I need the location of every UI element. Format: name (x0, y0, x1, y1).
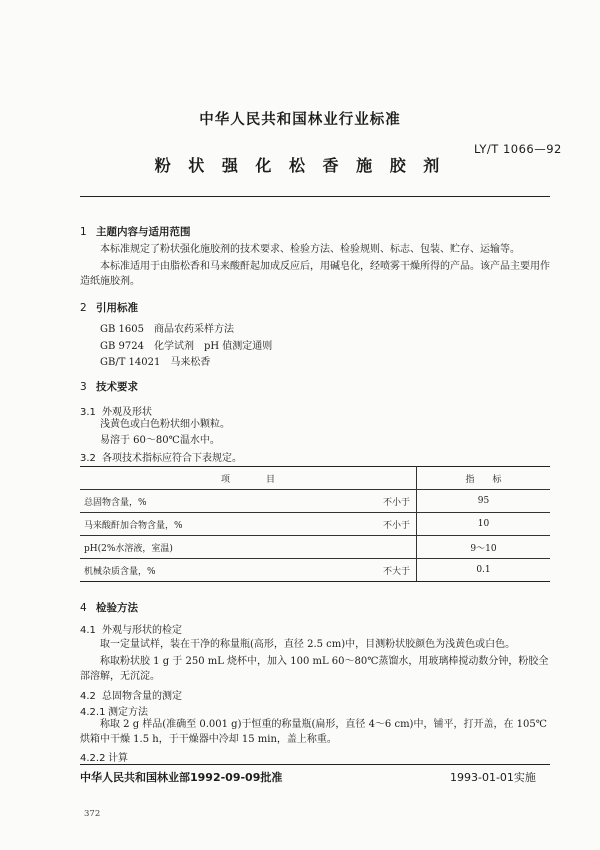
section-title: 技术要求 (96, 381, 138, 393)
section-1-paragraph-2: 本标准适用于由脂松香和马来酸酐起加成反应后，用碱皂化，经喷雾干燥所得的产品。该产品主要用作造纸施胶剂。 (80, 261, 550, 287)
table-cell-condition: 不小于 (274, 490, 417, 513)
subsection-number: 4.2.2 (80, 753, 106, 764)
section-2-heading (80, 300, 138, 315)
reference-item: GB/T 14021 马来松香 (100, 357, 211, 368)
section-4-1-paragraph-1: 取一定量试样，装在干净的称量瓶(高形，直径 2.5 cm)中，目测粉状胶颜色为浅黄色或白色。 (100, 639, 516, 650)
subsection-title: 外观及形状 (102, 407, 152, 418)
subsection-number: 4.2 (80, 691, 96, 702)
table-cell-value: 10 (417, 513, 551, 536)
section-1-heading (80, 224, 191, 239)
table-row (80, 490, 550, 513)
subsection-number: 4.1 (80, 625, 96, 636)
section-4-1-paragraph-2: 称取粉状胶 1 g 于 250 mL 烧杯中，加入 100 mL 60～80℃蒸馏水，用玻璃棒搅动数分钟，粉胶全部溶解，无沉淀。 (80, 656, 549, 682)
table-row (80, 536, 550, 559)
subsection-number: 4.2.1 (80, 707, 106, 718)
document-title: 粉 状 强 化 松 香 施 胶 剂 (154, 156, 446, 175)
effective-date-line: 1993-01-01实施 (450, 771, 536, 784)
table-cell-item: 总固物含量，% (80, 490, 274, 513)
table-header-row (80, 467, 550, 490)
approval-line: 中华人民共和国林业部1992-09-09批准 (80, 771, 283, 784)
table-cell-condition: 不大于 (274, 559, 417, 582)
table-row (80, 513, 550, 536)
column-header-item: 项 目 (80, 467, 417, 490)
standard-code: LY/T 1066—92 (474, 142, 562, 156)
table-row (80, 559, 550, 582)
subsection-title: 各项技术指标应符合下表规定。 (102, 453, 242, 464)
column-header-value: 指 标 (417, 467, 551, 490)
reference-item: GB 9724 化学试剂 pH 值测定通则 (100, 341, 273, 352)
table-cell-item: 机械杂质含量，% (80, 559, 274, 582)
header-rule (80, 196, 550, 197)
section-number: 1 (80, 226, 87, 238)
appearance-line-2: 易溶于 60～80℃温水中。 (100, 435, 220, 446)
table-cell-value: 95 (417, 490, 551, 513)
section-number: 2 (80, 302, 87, 314)
section-title: 主题内容与适用范围 (96, 226, 191, 238)
table-cell-condition: 不小于 (274, 513, 417, 536)
section-3-heading (80, 379, 138, 394)
subsection-number: 3.2 (80, 453, 96, 464)
section-4-2-1-paragraph: 称取 2 g 样品(准确至 0.001 g)于恒重的称量瓶(扁形，直径 4～6 cm)中，铺平，打开盖，在 105℃烘箱中干燥 1.5 h，于干燥器中冷却 15 min，盖上称重。 (80, 719, 547, 745)
issuing-organization: 中华人民共和国林业行业标准 (199, 112, 401, 128)
subsection-3-2-heading (80, 449, 242, 464)
footer-rule (80, 764, 550, 765)
subsection-4-1-heading (80, 621, 182, 636)
subsection-number: 3.1 (80, 407, 96, 418)
subsection-3-1-heading (80, 403, 152, 418)
section-title: 检验方法 (96, 602, 138, 614)
table-cell-value: 9～10 (417, 536, 551, 559)
spec-table (80, 466, 550, 582)
section-title: 引用标准 (96, 302, 138, 314)
subsection-title: 测定方法 (108, 707, 148, 718)
page-number: 372 (84, 809, 101, 819)
reference-item: GB 1605 商品农药采样方法 (100, 324, 234, 335)
subsection-title: 总固物含量的测定 (102, 691, 182, 702)
subsection-4-2-1-heading (80, 703, 148, 718)
subsection-4-2-heading (80, 687, 182, 702)
table-cell-condition (274, 536, 417, 559)
table-cell-item: pH(2%水溶液，室温) (80, 536, 274, 559)
table-cell-item: 马来酸酐加合物含量，% (80, 513, 274, 536)
subsection-4-2-2-heading (80, 749, 128, 764)
subsection-title: 计算 (108, 753, 128, 764)
section-number: 3 (80, 381, 87, 393)
appearance-line-1: 浅黄色或白色粉状细小颗粒。 (100, 419, 230, 430)
section-1-paragraph-1: 本标准规定了粉状强化施胶剂的技术要求、检验方法、检验规则、标志、包装、贮存、运输等。 (100, 244, 520, 255)
table-cell-value: 0.1 (417, 559, 551, 582)
section-number: 4 (80, 602, 87, 614)
subsection-title: 外观与形状的检定 (102, 625, 182, 636)
section-4-heading (80, 600, 138, 615)
